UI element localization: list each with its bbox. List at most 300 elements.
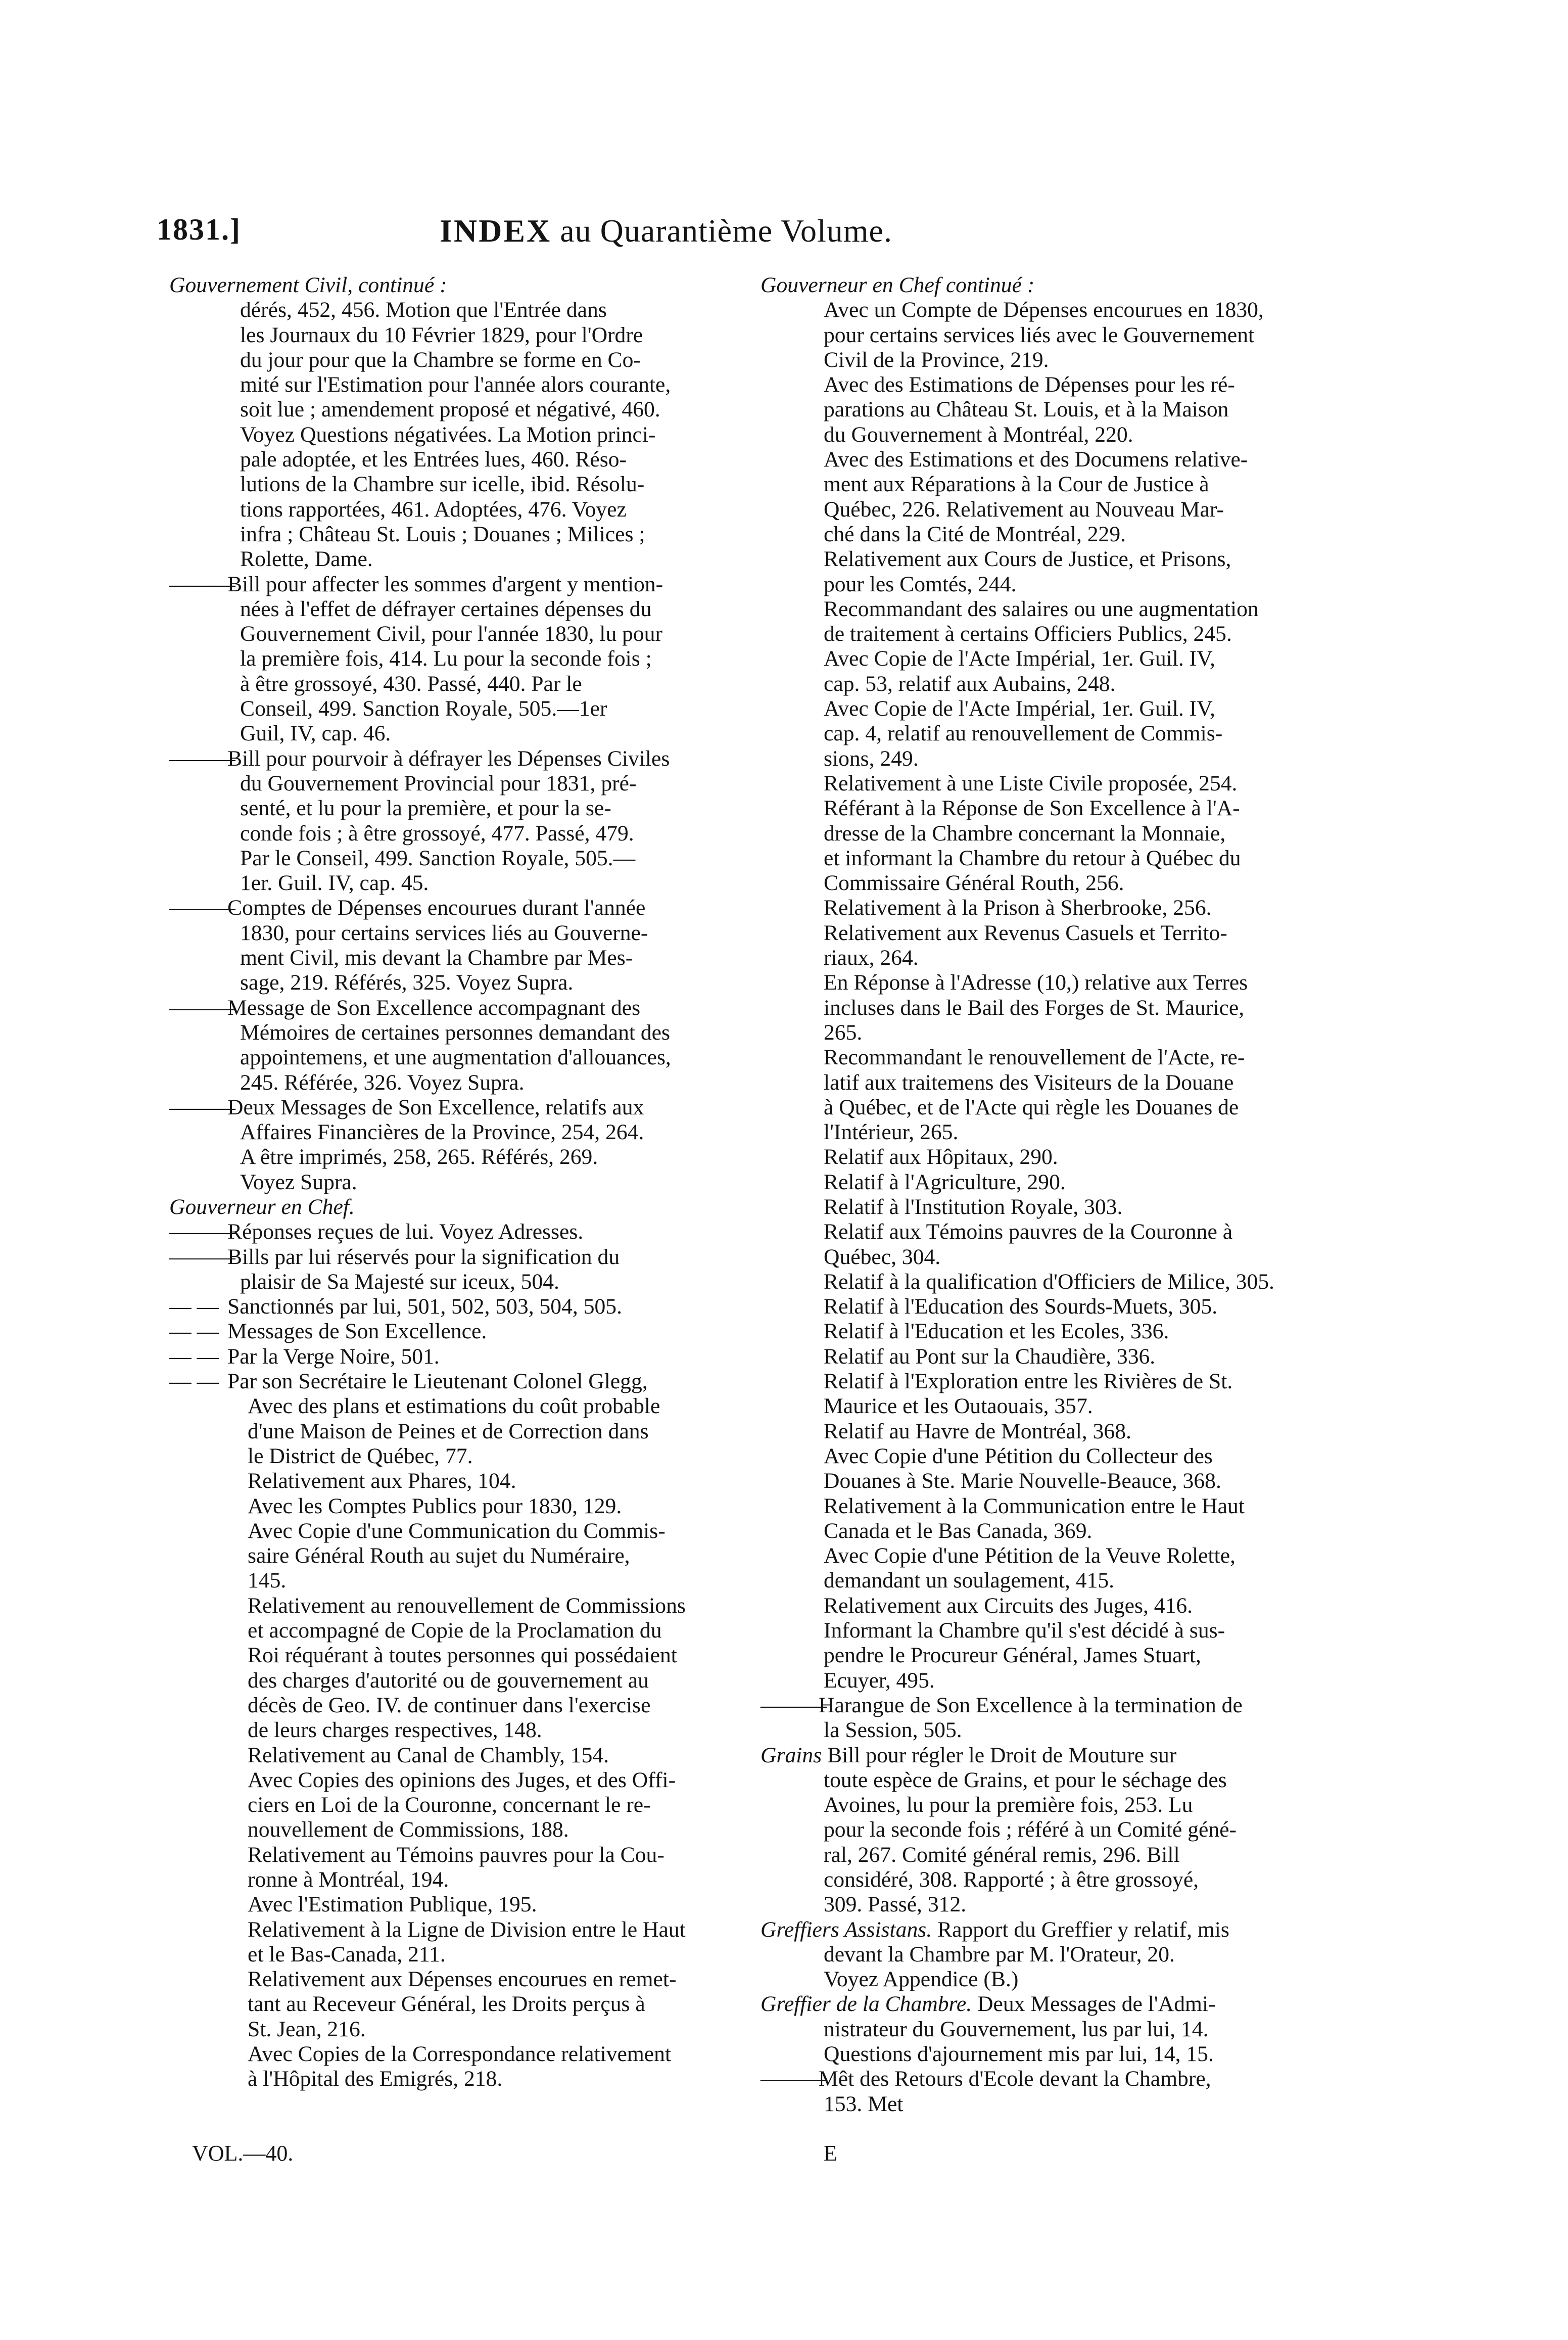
index-line bbox=[169, 2017, 786, 2042]
index-line-text: Bill pour affecter les sommes d'argent y mention- bbox=[227, 572, 663, 596]
index-line-text: Québec, 304. bbox=[824, 1244, 941, 1269]
index-line bbox=[169, 622, 786, 646]
index-line-text: Par la Verge Noire, 501. bbox=[227, 1344, 440, 1369]
index-line-text: Par son Secrétaire le Lieutenant Colonel Glegg, bbox=[227, 1369, 648, 1394]
index-line-text: Par le Conseil, 499. Sanction Royale, 505.— bbox=[240, 846, 636, 870]
index-line bbox=[761, 547, 1372, 572]
index-line-text: du Gouvernement à Montréal, 220. bbox=[824, 422, 1133, 447]
index-line-text: plaisir de Sa Majesté sur iceux, 504. bbox=[240, 1269, 559, 1294]
index-line bbox=[761, 597, 1372, 622]
index-line-text: et le Bas-Canada, 211. bbox=[248, 1942, 446, 1967]
index-line bbox=[169, 447, 786, 472]
index-line bbox=[761, 522, 1372, 547]
index-line-text: Gouverneur en Chef continué : bbox=[761, 273, 1035, 297]
index-line bbox=[169, 323, 786, 348]
index-line bbox=[169, 921, 786, 946]
index-line bbox=[169, 1020, 786, 1045]
index-line bbox=[761, 821, 1372, 846]
index-line-text: Message de Son Excellence accompagnant des bbox=[227, 995, 641, 1020]
index-line-text: à être grossoyé, 430. Passé, 440. Par le bbox=[240, 671, 582, 696]
index-line-text: Avec Copie de l'Acte Impérial, 1er. Guil. IV, bbox=[824, 646, 1215, 671]
index-line-text: ronne à Montréal, 194. bbox=[248, 1867, 449, 1892]
index-line-text: Comptes de Dépenses encourues durant l'année bbox=[227, 896, 646, 920]
index-line bbox=[169, 771, 786, 796]
index-line-text: Avec Copie d'une Communication du Commis- bbox=[248, 1518, 666, 1543]
index-line-text: Relativement aux Revenus Casuels et Territo- bbox=[824, 920, 1227, 945]
index-line bbox=[169, 796, 786, 821]
index-line bbox=[761, 323, 1372, 348]
index-line-text: Avoines, lu pour la première fois, 253. Lu bbox=[824, 1793, 1193, 1817]
index-line-text: Rolette, Dame. bbox=[240, 547, 373, 572]
index-line-text: Relatif au Pont sur la Chaudière, 336. bbox=[824, 1344, 1156, 1369]
page-year: 1831.] bbox=[157, 213, 241, 246]
index-line bbox=[169, 821, 786, 846]
index-line bbox=[761, 721, 1372, 746]
index-line-text: 245. Référée, 326. Voyez Supra. bbox=[240, 1070, 525, 1095]
page-header bbox=[157, 212, 1470, 268]
index-line-text: Relativement aux Dépenses encourues en remet- bbox=[248, 1967, 677, 1992]
index-line bbox=[169, 397, 786, 422]
index-line-text: Roi réquérant à toutes personnes qui possédaient bbox=[248, 1643, 677, 1668]
index-line-text: Relatif à l'Education des Sourds-Muets, 305. bbox=[824, 1294, 1218, 1319]
index-line bbox=[761, 1643, 1372, 1668]
index-line bbox=[761, 696, 1372, 721]
index-line-text: Relatif aux Témoins pauvres de la Couronne à bbox=[824, 1220, 1233, 1244]
index-line bbox=[169, 522, 786, 547]
index-line-text: pale adoptée, et les Entrées lues, 460. Réso- bbox=[240, 447, 627, 472]
index-line-text: Avec l'Estimation Publique, 195. bbox=[248, 1892, 537, 1917]
index-line-text: Relativement aux Phares, 104. bbox=[248, 1469, 516, 1493]
index-line-text: A être imprimés, 258, 265. Référés, 269. bbox=[240, 1145, 598, 1169]
index-line-text: cap. 53, relatif aux Aubains, 248. bbox=[824, 671, 1116, 696]
index-line-text: ché dans la Cité de Montréal, 229. bbox=[824, 522, 1126, 546]
index-line-text: Relatif à l'Agriculture, 290. bbox=[824, 1169, 1066, 1194]
index-line-text: senté, et lu pour la première, et pour la se- bbox=[240, 796, 611, 821]
index-line-text: à l'Hôpital des Emigrés, 218. bbox=[248, 2067, 503, 2091]
index-line bbox=[169, 970, 786, 995]
index-line-text: Avec des Estimations de Dépenses pour les ré- bbox=[824, 372, 1235, 397]
index-line bbox=[169, 1668, 786, 1693]
index-line bbox=[169, 1469, 786, 1493]
index-line bbox=[761, 1892, 1372, 1917]
index-line bbox=[169, 1195, 786, 1220]
em-dash-mark: ——— bbox=[761, 1693, 827, 1717]
index-line-text: Guil, IV, cap. 46. bbox=[240, 721, 391, 746]
em-dash-mark: ——— bbox=[761, 2067, 827, 2091]
index-line bbox=[169, 646, 786, 671]
index-line-text: ment Civil, mis devant la Chambre par Mes- bbox=[240, 946, 633, 970]
index-line bbox=[761, 1768, 1372, 1793]
index-line bbox=[169, 1693, 786, 1718]
index-line bbox=[169, 1718, 786, 1743]
index-line bbox=[761, 1817, 1372, 1842]
index-line-text: 265. bbox=[824, 1020, 863, 1045]
headword: Greffier de la Chambre. bbox=[761, 1992, 972, 2017]
index-line-text: Relativement à la Prison à Sherbrooke, 256. bbox=[824, 896, 1212, 920]
index-line-text: de traitement à certains Officiers Publics, 245. bbox=[824, 622, 1232, 646]
index-line bbox=[169, 1817, 786, 1842]
index-line-text: Relativement à une Liste Civile proposée, 254. bbox=[824, 771, 1238, 795]
index-line bbox=[761, 1793, 1372, 1817]
index-line-text: le District de Québec, 77. bbox=[248, 1443, 473, 1468]
index-line bbox=[761, 423, 1372, 447]
index-line-text: de leurs charges respectives, 148. bbox=[248, 1718, 542, 1743]
index-line bbox=[169, 1170, 786, 1195]
index-line bbox=[761, 1294, 1372, 1319]
index-line bbox=[761, 1718, 1372, 1743]
index-line bbox=[761, 1270, 1372, 1294]
index-line-text: du jour pour que la Chambre se forme en Co- bbox=[240, 347, 641, 372]
em-dash-mark: ——— bbox=[169, 1220, 235, 1244]
index-line-text: Mémoires de certaines personnes demandant des bbox=[240, 1020, 670, 1045]
index-line bbox=[761, 921, 1372, 946]
index-line-text: l'Intérieur, 265. bbox=[824, 1120, 959, 1145]
index-line bbox=[761, 273, 1372, 298]
index-line-text: Recommandant des salaires ou une augmentation bbox=[824, 596, 1259, 621]
index-line bbox=[169, 1643, 786, 1668]
index-line bbox=[761, 1594, 1372, 1618]
index-line-text: Québec, 226. Relativement au Nouveau Mar- bbox=[824, 497, 1224, 522]
index-line-text: pendre le Procureur Général, James Stuart, bbox=[824, 1643, 1201, 1668]
index-line bbox=[169, 423, 786, 447]
index-line bbox=[761, 1494, 1372, 1519]
index-line-text: Relatif à l'Education et les Ecoles, 336. bbox=[824, 1319, 1169, 1344]
index-line bbox=[169, 1942, 786, 1967]
index-line bbox=[169, 1270, 786, 1294]
index-line-text: ment aux Réparations à la Cour de Justice à bbox=[824, 472, 1209, 497]
index-column-right bbox=[761, 273, 1372, 2117]
headword: Grains bbox=[761, 1743, 822, 1767]
index-line-text: ral, 267. Comité général remis, 296. Bill bbox=[824, 1842, 1180, 1867]
index-line-text: dérés, 452, 456. Motion que l'Entrée dans bbox=[240, 298, 607, 322]
index-line bbox=[169, 871, 786, 896]
index-line-text: incluses dans le Bail des Forges de St. Maurice, bbox=[824, 995, 1245, 1020]
index-line bbox=[761, 746, 1372, 771]
em-dash-mark: ——— bbox=[169, 1095, 235, 1119]
index-line bbox=[761, 2017, 1372, 2042]
index-line bbox=[761, 1444, 1372, 1469]
index-line-text: ciers en Loi de la Couronne, concernant le re- bbox=[248, 1793, 651, 1817]
page-title-caps: INDEX bbox=[440, 213, 552, 249]
index-line-text: nées à l'effet de défrayer certaines dépenses du bbox=[240, 596, 652, 621]
index-line-text: du Gouvernement Provincial pour 1831, pré- bbox=[240, 771, 637, 795]
em-dash-mark: ——— bbox=[169, 1244, 235, 1269]
index-line-text: Relativement aux Circuits des Juges, 416. bbox=[824, 1593, 1193, 1618]
em-dash-mark: ——— bbox=[169, 995, 235, 1020]
index-line bbox=[169, 348, 786, 372]
index-line bbox=[169, 472, 786, 497]
index-line bbox=[169, 896, 786, 920]
index-line bbox=[761, 771, 1372, 796]
index-line-text: 145. bbox=[248, 1568, 287, 1593]
index-line-text: Mêt des Retours d'Ecole devant la Chambre, bbox=[819, 2067, 1211, 2091]
index-line bbox=[761, 1045, 1372, 1070]
index-line bbox=[761, 2067, 1372, 2091]
index-line-text: pour la seconde fois ; référé à un Comité géné- bbox=[824, 1817, 1237, 1842]
index-line bbox=[761, 2042, 1372, 2067]
index-line bbox=[761, 622, 1372, 646]
index-line-text: Avec des plans et estimations du coût probable bbox=[248, 1394, 660, 1419]
index-line bbox=[761, 497, 1372, 522]
index-line-text: Sanctionnés par lui, 501, 502, 503, 504, 505. bbox=[227, 1294, 622, 1319]
index-line bbox=[169, 1344, 786, 1369]
index-line-text: demandant un soulagement, 415. bbox=[824, 1568, 1115, 1593]
index-line-text: les Journaux du 10 Février 1829, pour l'Ordre bbox=[240, 322, 643, 347]
index-line bbox=[169, 1543, 786, 1568]
index-line-text: Relativement à la Ligne de Division entre le Haut bbox=[248, 1917, 686, 1942]
index-line bbox=[761, 1170, 1372, 1195]
index-line-text: et accompagné de Copie de la Proclamation du bbox=[248, 1618, 662, 1643]
index-line bbox=[761, 1394, 1372, 1419]
index-line bbox=[761, 1568, 1372, 1593]
index-line-text: Avec Copie d'une Pétition du Collecteur des bbox=[824, 1443, 1213, 1468]
index-line-text: En Réponse à l'Adresse (10,) relative aux Terres bbox=[824, 970, 1248, 995]
index-line bbox=[761, 1967, 1372, 1992]
double-dash-mark: — — bbox=[169, 1319, 219, 1344]
index-line-text: tions rapportées, 461. Adoptées, 476. Voyez bbox=[240, 497, 627, 522]
index-line-text: à Québec, et de l'Acte qui règle les Douanes de bbox=[824, 1095, 1239, 1119]
index-line bbox=[761, 970, 1372, 995]
index-line bbox=[169, 1245, 786, 1270]
index-line bbox=[169, 1444, 786, 1469]
index-line-text: nouvellement de Commissions, 188. bbox=[248, 1817, 569, 1842]
index-line bbox=[169, 696, 786, 721]
page-title bbox=[440, 212, 892, 250]
index-line bbox=[761, 996, 1372, 1020]
index-line bbox=[761, 472, 1372, 497]
index-line bbox=[169, 672, 786, 696]
index-line bbox=[761, 1743, 1372, 1768]
index-line-text: d'une Maison de Peines et de Correction dans bbox=[248, 1419, 649, 1443]
index-line bbox=[761, 348, 1372, 372]
index-line-text: Voyez Appendice (B.) bbox=[824, 1967, 1019, 1992]
index-line bbox=[169, 1867, 786, 1892]
index-line-text: Relativement au Canal de Chambly, 154. bbox=[248, 1743, 609, 1767]
index-column-left bbox=[169, 273, 786, 2092]
index-line-text: 153. Met bbox=[824, 2091, 904, 2116]
headword: Greffiers Assistans. bbox=[761, 1917, 932, 1942]
em-dash-mark: ——— bbox=[169, 896, 235, 920]
index-line-text: la Session, 505. bbox=[824, 1718, 962, 1743]
index-line-text: lutions de la Chambre sur icelle, ibid. Résolu- bbox=[240, 472, 645, 497]
index-line bbox=[169, 1120, 786, 1145]
index-line-text: Référant à la Réponse de Son Excellence à l'A- bbox=[824, 796, 1240, 821]
index-line-text: appointemens, et une augmentation d'allouances, bbox=[240, 1045, 671, 1070]
index-line bbox=[761, 1245, 1372, 1270]
index-line bbox=[761, 871, 1372, 896]
index-line-text: la première fois, 414. Lu pour la seconde fois ; bbox=[240, 646, 652, 671]
index-line-text: conde fois ; à être grossoyé, 477. Passé, 479. bbox=[240, 821, 634, 846]
index-line-text: Conseil, 499. Sanction Royale, 505.—1er bbox=[240, 696, 607, 721]
index-line-text: Réponses reçues de lui. Voyez Adresses. bbox=[227, 1220, 584, 1244]
index-line bbox=[169, 572, 786, 597]
index-line bbox=[169, 1294, 786, 1319]
index-line-text: des charges d'autorité ou de gouvernement au bbox=[248, 1668, 649, 1693]
index-line-text: soit lue ; amendement proposé et négativé, 460. bbox=[240, 397, 660, 422]
index-line bbox=[761, 1543, 1372, 1568]
volume-footer: VOL.—40. bbox=[192, 2141, 294, 2166]
index-line bbox=[761, 1867, 1372, 1892]
index-line bbox=[761, 1369, 1372, 1394]
index-line-text: considéré, 308. Rapporté ; à être grossoyé, bbox=[824, 1867, 1199, 1892]
index-line-text: Relativement à la Communication entre le Haut bbox=[824, 1493, 1245, 1518]
index-line bbox=[169, 1419, 786, 1444]
index-line bbox=[761, 1419, 1372, 1444]
index-line-text: Maurice et les Outaouais, 357. bbox=[824, 1394, 1093, 1419]
index-line-text: Recommandant le renouvellement de l'Acte, re- bbox=[824, 1045, 1245, 1070]
index-line-text: latif aux traitemens des Visiteurs de la Douane bbox=[824, 1070, 1234, 1095]
double-dash-mark: — — bbox=[169, 1369, 219, 1394]
index-line-text: 309. Passé, 312. bbox=[824, 1892, 967, 1917]
index-line bbox=[761, 447, 1372, 472]
index-line bbox=[169, 746, 786, 771]
index-line-text: Gouverneur en Chef. bbox=[169, 1194, 355, 1219]
index-line-text: Relatif à l'Institution Royale, 303. bbox=[824, 1194, 1123, 1219]
index-line-text: Relatif aux Hôpitaux, 290. bbox=[824, 1145, 1058, 1169]
index-line-text: Affaires Financières de la Province, 254, 264. bbox=[240, 1120, 644, 1145]
index-line bbox=[169, 1519, 786, 1543]
index-line bbox=[169, 1319, 786, 1344]
index-line-text: Avec Copies de la Correspondance relativement bbox=[248, 2042, 672, 2067]
index-line-text: Voyez Questions négativées. La Motion princi- bbox=[240, 422, 656, 447]
index-line bbox=[169, 1594, 786, 1618]
index-line-text: décès de Geo. IV. de continuer dans l'exercise bbox=[248, 1693, 651, 1717]
index-line-text: infra ; Château St. Louis ; Douanes ; Milices ; bbox=[240, 522, 645, 546]
index-line-text: Relativement au renouvellement de Commissions bbox=[248, 1593, 686, 1618]
index-line-text: Informant la Chambre qu'il s'est décidé à sus- bbox=[824, 1618, 1225, 1643]
index-line bbox=[761, 896, 1372, 920]
index-line bbox=[761, 1195, 1372, 1220]
index-line bbox=[761, 1344, 1372, 1369]
index-line-text: Civil de la Province, 219. bbox=[824, 347, 1049, 372]
index-line-text: Bills par lui réservés pour la signification du bbox=[227, 1244, 620, 1269]
index-line-text: Relativement aux Cours de Justice, et Prisons, bbox=[824, 547, 1231, 572]
index-line bbox=[169, 2042, 786, 2067]
index-line-text: toute espèce de Grains, et pour le séchage des bbox=[824, 1767, 1227, 1792]
index-line bbox=[761, 1519, 1372, 1543]
index-line bbox=[169, 996, 786, 1020]
index-line-text: nistrateur du Gouvernement, lus par lui, 14. bbox=[824, 2017, 1209, 2041]
index-line bbox=[761, 1220, 1372, 1244]
index-line-text: Avec un Compte de Dépenses encourues en 1830, bbox=[824, 298, 1264, 322]
index-line-text: Voyez Supra. bbox=[240, 1169, 357, 1194]
index-line-text: Questions d'ajournement mis par lui, 14, 15. bbox=[824, 2042, 1214, 2067]
index-line-text: Deux Messages de l'Admi- bbox=[977, 1992, 1216, 2017]
index-line bbox=[761, 1942, 1372, 1967]
double-dash-mark: — — bbox=[169, 1294, 219, 1319]
index-line bbox=[761, 1120, 1372, 1145]
index-line bbox=[761, 1668, 1372, 1693]
index-line bbox=[761, 397, 1372, 422]
index-line-text: Bill pour pourvoir à défrayer les Dépenses Civiles bbox=[227, 746, 670, 771]
index-line-text: Bill pour régler le Droit de Mouture sur bbox=[827, 1743, 1177, 1767]
index-line-text: Avec les Comptes Publics pour 1830, 129. bbox=[248, 1493, 622, 1518]
index-line bbox=[169, 1568, 786, 1593]
index-line-text: cap. 4, relatif au renouvellement de Commis- bbox=[824, 721, 1223, 746]
index-line bbox=[169, 372, 786, 397]
index-line bbox=[761, 298, 1372, 322]
index-line bbox=[761, 1145, 1372, 1169]
index-line-text: pour les Comtés, 244. bbox=[824, 572, 1017, 596]
index-line bbox=[169, 1220, 786, 1244]
index-line-text: Rapport du Greffier y relatif, mis bbox=[937, 1917, 1229, 1942]
index-line bbox=[169, 1967, 786, 1992]
index-line-text: Relatif au Havre de Montréal, 368. bbox=[824, 1419, 1131, 1443]
index-line-text: sage, 219. Référés, 325. Voyez Supra. bbox=[240, 970, 574, 995]
index-line-text: parations au Château St. Louis, et à la Maison bbox=[824, 397, 1229, 422]
index-line bbox=[169, 1618, 786, 1643]
index-line bbox=[761, 1020, 1372, 1045]
index-line-text: Avec des Estimations et des Documens relative- bbox=[824, 447, 1248, 472]
index-line bbox=[169, 1095, 786, 1120]
em-dash-mark: ——— bbox=[169, 746, 235, 771]
index-line-text: saire Général Routh au sujet du Numéraire, bbox=[248, 1543, 630, 1568]
index-line bbox=[169, 1394, 786, 1419]
index-line bbox=[761, 572, 1372, 597]
index-line bbox=[169, 1892, 786, 1917]
index-line bbox=[761, 1070, 1372, 1095]
em-dash-mark: ——— bbox=[169, 572, 235, 596]
index-line bbox=[761, 1469, 1372, 1493]
index-line bbox=[169, 1070, 786, 1095]
index-line-text: Avec Copie d'une Pétition de la Veuve Rolette, bbox=[824, 1543, 1236, 1568]
index-line bbox=[761, 796, 1372, 821]
index-line bbox=[169, 298, 786, 322]
index-line bbox=[169, 1917, 786, 1942]
index-line bbox=[761, 946, 1372, 970]
index-line-text: 1er. Guil. IV, cap. 45. bbox=[240, 871, 429, 896]
index-line-text: Harangue de Son Excellence à la termination de bbox=[819, 1693, 1243, 1717]
index-line bbox=[761, 1319, 1372, 1344]
index-line bbox=[761, 1693, 1372, 1718]
index-line-text: pour certains services liés avec le Gouvernement bbox=[824, 322, 1255, 347]
index-line bbox=[761, 1618, 1372, 1643]
double-dash-mark: — — bbox=[169, 1344, 219, 1369]
index-line-text: Deux Messages de Son Excellence, relatifs aux bbox=[227, 1095, 644, 1119]
index-line bbox=[761, 646, 1372, 671]
index-line bbox=[761, 846, 1372, 871]
index-line bbox=[761, 1843, 1372, 1867]
index-line-text: tant au Receveur Général, les Droits perçus à bbox=[248, 1992, 645, 2017]
index-line bbox=[761, 1917, 1372, 1942]
index-line bbox=[761, 1992, 1372, 2017]
index-line-text: Relatif à la qualification d'Officiers de Milice, 305. bbox=[824, 1269, 1274, 1294]
index-line bbox=[169, 1369, 786, 1394]
index-line-text: 1830, pour certains services liés au Gouverne- bbox=[240, 920, 648, 945]
index-line-text: Ecuyer, 495. bbox=[824, 1668, 935, 1693]
index-line bbox=[169, 1743, 786, 1768]
index-line bbox=[761, 2092, 1372, 2117]
index-line-text: Canada et le Bas Canada, 369. bbox=[824, 1518, 1092, 1543]
index-line bbox=[169, 1045, 786, 1070]
index-line bbox=[169, 846, 786, 871]
index-line bbox=[169, 2067, 786, 2091]
index-line bbox=[169, 1145, 786, 1169]
index-line bbox=[169, 597, 786, 622]
index-line-text: mité sur l'Estimation pour l'année alors courante, bbox=[240, 372, 671, 397]
index-line bbox=[169, 1494, 786, 1519]
index-line-text: dresse de la Chambre concernant la Monnaie, bbox=[824, 821, 1226, 846]
index-line bbox=[761, 1095, 1372, 1120]
index-line bbox=[169, 273, 786, 298]
index-line bbox=[169, 946, 786, 970]
index-line bbox=[169, 497, 786, 522]
index-line-text: Gouvernement Civil, pour l'année 1830, lu pour bbox=[240, 622, 662, 646]
index-line-text: St. Jean, 216. bbox=[248, 2017, 366, 2041]
index-line-text: sions, 249. bbox=[824, 746, 919, 771]
index-line-text: Douanes à Ste. Marie Nouvelle-Beauce, 368. bbox=[824, 1469, 1221, 1493]
index-line bbox=[169, 547, 786, 572]
